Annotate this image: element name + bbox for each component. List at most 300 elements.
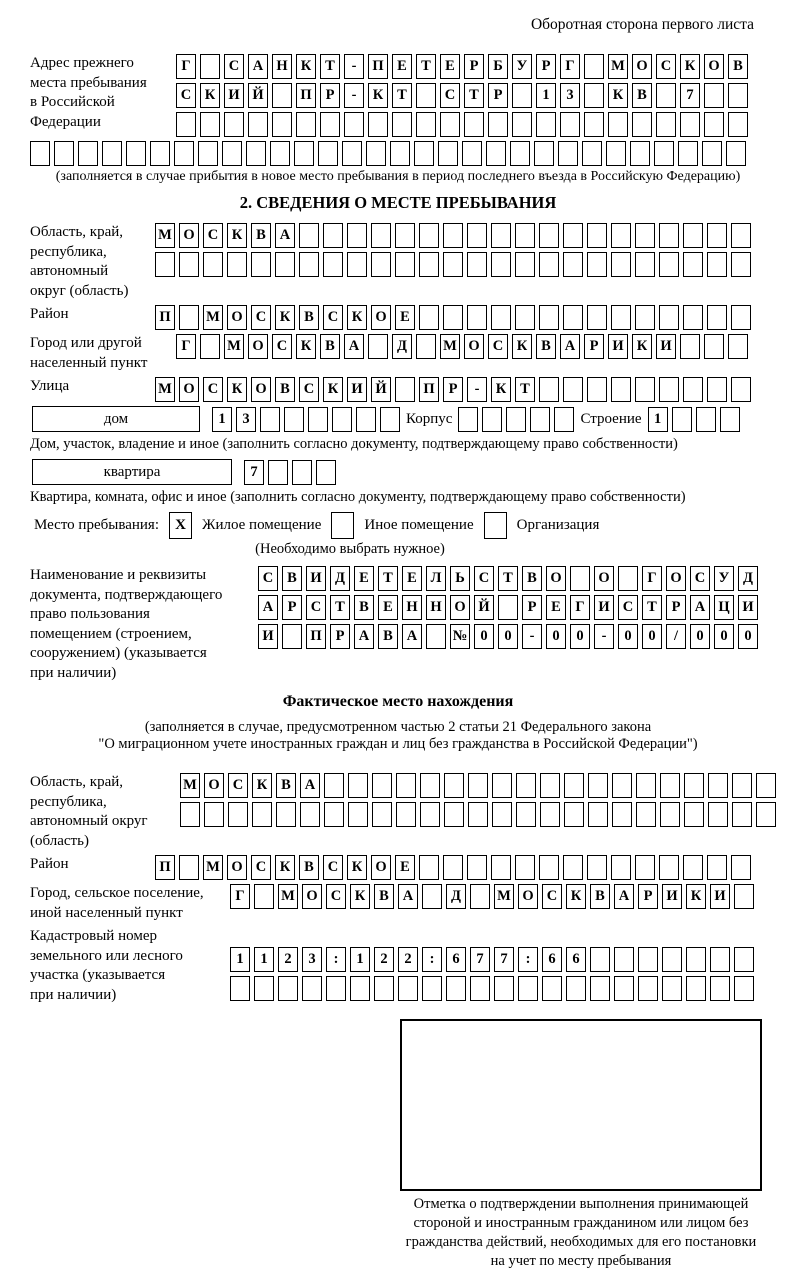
char-cell[interactable]: В (374, 884, 394, 909)
char-cell[interactable] (444, 802, 464, 827)
char-cell[interactable] (588, 802, 608, 827)
char-cell[interactable] (326, 976, 346, 1001)
char-cell[interactable] (512, 112, 532, 137)
char-cell[interactable] (734, 884, 754, 909)
char-cell[interactable]: 6 (446, 947, 466, 972)
char-cell[interactable]: П (155, 305, 175, 330)
char-cell[interactable]: В (632, 83, 652, 108)
char-cell[interactable] (350, 976, 370, 1001)
char-cell[interactable]: У (714, 566, 734, 591)
char-cell[interactable]: М (203, 855, 223, 880)
char-cell[interactable] (659, 252, 679, 277)
char-cell[interactable] (662, 947, 682, 972)
char-cell[interactable] (756, 773, 776, 798)
char-cell[interactable] (458, 407, 478, 432)
char-cell[interactable]: Е (392, 54, 412, 79)
char-cell[interactable] (324, 802, 344, 827)
char-cell[interactable] (467, 223, 487, 248)
char-cell[interactable]: О (248, 334, 268, 359)
char-cell[interactable] (482, 407, 502, 432)
char-cell[interactable]: У (512, 54, 532, 79)
char-cell[interactable] (563, 377, 583, 402)
char-cell[interactable] (611, 855, 631, 880)
char-cell[interactable] (282, 624, 302, 649)
char-cell[interactable]: О (518, 884, 538, 909)
char-cell[interactable]: - (522, 624, 542, 649)
char-cell[interactable] (492, 802, 512, 827)
char-cell[interactable] (470, 884, 490, 909)
char-cell[interactable]: Е (354, 566, 374, 591)
char-cell[interactable]: П (419, 377, 439, 402)
char-cell[interactable] (731, 252, 751, 277)
char-cell[interactable]: А (300, 773, 320, 798)
char-cell[interactable] (318, 141, 338, 166)
char-cell[interactable] (710, 976, 730, 1001)
char-cell[interactable]: 0 (570, 624, 590, 649)
char-cell[interactable]: Т (642, 595, 662, 620)
char-cell[interactable] (659, 223, 679, 248)
char-cell[interactable]: А (275, 223, 295, 248)
char-cell[interactable] (518, 976, 538, 1001)
char-cell[interactable]: С (618, 595, 638, 620)
char-cell[interactable] (539, 305, 559, 330)
char-cell[interactable] (443, 855, 463, 880)
char-cell[interactable]: В (378, 624, 398, 649)
char-cell[interactable]: К (680, 54, 700, 79)
char-cell[interactable]: Д (330, 566, 350, 591)
char-cell[interactable]: Ц (714, 595, 734, 620)
char-cell[interactable]: 2 (374, 947, 394, 972)
char-cell[interactable]: К (200, 83, 220, 108)
char-cell[interactable] (587, 305, 607, 330)
char-cell[interactable] (659, 855, 679, 880)
char-cell[interactable] (611, 305, 631, 330)
char-cell[interactable]: В (251, 223, 271, 248)
char-cell[interactable] (299, 252, 319, 277)
char-cell[interactable] (660, 773, 680, 798)
char-cell[interactable] (734, 976, 754, 1001)
char-cell[interactable] (300, 802, 320, 827)
char-cell[interactable]: О (666, 566, 686, 591)
char-cell[interactable] (467, 252, 487, 277)
char-cell[interactable] (470, 976, 490, 1001)
other-premises-checkbox[interactable] (331, 512, 354, 539)
char-cell[interactable]: Н (402, 595, 422, 620)
char-cell[interactable] (587, 855, 607, 880)
char-cell[interactable] (515, 223, 535, 248)
char-cell[interactable]: В (320, 334, 340, 359)
char-cell[interactable]: К (566, 884, 586, 909)
char-cell[interactable] (638, 976, 658, 1001)
char-cell[interactable]: И (656, 334, 676, 359)
char-cell[interactable]: О (179, 223, 199, 248)
char-cell[interactable] (78, 141, 98, 166)
char-cell[interactable] (200, 112, 220, 137)
char-cell[interactable]: С (224, 54, 244, 79)
char-cell[interactable] (443, 252, 463, 277)
char-cell[interactable] (372, 773, 392, 798)
char-cell[interactable]: С (306, 595, 326, 620)
char-cell[interactable] (540, 802, 560, 827)
char-cell[interactable]: 2 (278, 947, 298, 972)
char-cell[interactable]: 7 (494, 947, 514, 972)
char-cell[interactable]: М (440, 334, 460, 359)
char-cell[interactable] (348, 773, 368, 798)
char-cell[interactable] (491, 305, 511, 330)
char-cell[interactable]: С (272, 334, 292, 359)
char-cell[interactable] (672, 407, 692, 432)
char-cell[interactable] (510, 141, 530, 166)
char-cell[interactable] (395, 223, 415, 248)
char-cell[interactable]: Е (378, 595, 398, 620)
char-cell[interactable]: Т (378, 566, 398, 591)
char-cell[interactable]: В (728, 54, 748, 79)
char-cell[interactable]: С (440, 83, 460, 108)
char-cell[interactable] (324, 773, 344, 798)
char-cell[interactable] (635, 223, 655, 248)
char-cell[interactable] (414, 141, 434, 166)
char-cell[interactable]: Р (464, 54, 484, 79)
char-cell[interactable] (590, 976, 610, 1001)
char-cell[interactable] (491, 223, 511, 248)
char-cell[interactable] (419, 252, 439, 277)
char-cell[interactable] (683, 305, 703, 330)
char-cell[interactable]: И (258, 624, 278, 649)
char-cell[interactable] (347, 223, 367, 248)
char-cell[interactable] (612, 773, 632, 798)
char-cell[interactable]: И (594, 595, 614, 620)
char-cell[interactable] (180, 802, 200, 827)
char-cell[interactable] (584, 83, 604, 108)
char-cell[interactable] (656, 83, 676, 108)
char-cell[interactable]: Т (464, 83, 484, 108)
char-cell[interactable] (530, 407, 550, 432)
char-cell[interactable]: В (276, 773, 296, 798)
char-cell[interactable] (227, 252, 247, 277)
char-cell[interactable] (542, 976, 562, 1001)
char-cell[interactable]: П (155, 855, 175, 880)
char-cell[interactable]: О (546, 566, 566, 591)
char-cell[interactable]: В (299, 855, 319, 880)
char-cell[interactable]: Т (320, 54, 340, 79)
char-cell[interactable] (176, 112, 196, 137)
char-cell[interactable]: В (536, 334, 556, 359)
char-cell[interactable] (224, 112, 244, 137)
char-cell[interactable] (126, 141, 146, 166)
char-cell[interactable]: Т (498, 566, 518, 591)
char-cell[interactable] (654, 141, 674, 166)
char-cell[interactable] (662, 976, 682, 1001)
char-cell[interactable] (588, 773, 608, 798)
char-cell[interactable]: К (512, 334, 532, 359)
char-cell[interactable]: В (275, 377, 295, 402)
char-cell[interactable] (534, 141, 554, 166)
char-cell[interactable] (392, 112, 412, 137)
char-cell[interactable]: А (560, 334, 580, 359)
char-cell[interactable] (630, 141, 650, 166)
char-cell[interactable] (608, 112, 628, 137)
char-cell[interactable]: К (368, 83, 388, 108)
char-cell[interactable]: И (224, 83, 244, 108)
char-cell[interactable] (756, 802, 776, 827)
char-cell[interactable]: Г (642, 566, 662, 591)
char-cell[interactable] (390, 141, 410, 166)
char-cell[interactable] (708, 773, 728, 798)
char-cell[interactable]: Р (488, 83, 508, 108)
char-cell[interactable] (660, 802, 680, 827)
char-cell[interactable] (252, 802, 272, 827)
char-cell[interactable]: М (155, 223, 175, 248)
char-cell[interactable]: О (204, 773, 224, 798)
char-cell[interactable]: 1 (536, 83, 556, 108)
char-cell[interactable] (491, 252, 511, 277)
char-cell[interactable] (30, 141, 50, 166)
char-cell[interactable] (539, 223, 559, 248)
char-cell[interactable]: Р (522, 595, 542, 620)
char-cell[interactable]: К (296, 54, 316, 79)
char-cell[interactable] (468, 773, 488, 798)
char-cell[interactable]: С (326, 884, 346, 909)
char-cell[interactable] (515, 855, 535, 880)
char-cell[interactable] (516, 773, 536, 798)
char-cell[interactable]: К (686, 884, 706, 909)
char-cell[interactable] (396, 802, 416, 827)
char-cell[interactable]: Д (446, 884, 466, 909)
char-cell[interactable] (563, 305, 583, 330)
char-cell[interactable] (323, 252, 343, 277)
char-cell[interactable] (491, 855, 511, 880)
char-cell[interactable]: М (494, 884, 514, 909)
char-cell[interactable] (54, 141, 74, 166)
char-cell[interactable] (539, 855, 559, 880)
char-cell[interactable] (440, 112, 460, 137)
char-cell[interactable] (636, 802, 656, 827)
char-cell[interactable]: О (251, 377, 271, 402)
char-cell[interactable] (590, 947, 610, 972)
char-cell[interactable] (659, 305, 679, 330)
char-cell[interactable] (539, 252, 559, 277)
char-cell[interactable] (558, 141, 578, 166)
char-cell[interactable] (734, 947, 754, 972)
char-cell[interactable]: Р (638, 884, 658, 909)
char-cell[interactable] (248, 112, 268, 137)
char-cell[interactable] (563, 223, 583, 248)
char-cell[interactable]: Й (474, 595, 494, 620)
char-cell[interactable]: С (474, 566, 494, 591)
char-cell[interactable] (296, 112, 316, 137)
char-cell[interactable] (204, 802, 224, 827)
char-cell[interactable]: 1 (648, 407, 668, 432)
char-cell[interactable]: К (632, 334, 652, 359)
char-cell[interactable] (731, 377, 751, 402)
char-cell[interactable]: 0 (498, 624, 518, 649)
char-cell[interactable] (150, 141, 170, 166)
char-cell[interactable]: Е (395, 305, 415, 330)
char-cell[interactable]: П (296, 83, 316, 108)
char-cell[interactable] (467, 305, 487, 330)
char-cell[interactable]: О (302, 884, 322, 909)
char-cell[interactable] (198, 141, 218, 166)
char-cell[interactable] (614, 976, 634, 1001)
char-cell[interactable]: № (450, 624, 470, 649)
char-cell[interactable] (230, 976, 250, 1001)
char-cell[interactable]: Н (272, 54, 292, 79)
char-cell[interactable] (254, 976, 274, 1001)
char-cell[interactable] (498, 595, 518, 620)
char-cell[interactable] (612, 802, 632, 827)
char-cell[interactable]: К (296, 334, 316, 359)
char-cell[interactable]: С (258, 566, 278, 591)
char-cell[interactable]: Ь (450, 566, 470, 591)
char-cell[interactable] (570, 566, 590, 591)
char-cell[interactable] (371, 223, 391, 248)
char-cell[interactable] (284, 407, 304, 432)
char-cell[interactable] (696, 407, 716, 432)
char-cell[interactable] (446, 976, 466, 1001)
char-cell[interactable] (372, 802, 392, 827)
char-cell[interactable] (270, 141, 290, 166)
char-cell[interactable]: Р (666, 595, 686, 620)
char-cell[interactable] (726, 141, 746, 166)
char-cell[interactable] (347, 252, 367, 277)
char-cell[interactable] (302, 976, 322, 1001)
char-cell[interactable]: О (594, 566, 614, 591)
char-cell[interactable]: С (488, 334, 508, 359)
char-cell[interactable]: / (666, 624, 686, 649)
char-cell[interactable]: 6 (566, 947, 586, 972)
char-cell[interactable]: В (299, 305, 319, 330)
char-cell[interactable]: 0 (714, 624, 734, 649)
char-cell[interactable]: К (275, 855, 295, 880)
char-cell[interactable] (292, 460, 312, 485)
char-cell[interactable] (563, 855, 583, 880)
char-cell[interactable] (420, 773, 440, 798)
char-cell[interactable]: 0 (690, 624, 710, 649)
char-cell[interactable] (462, 141, 482, 166)
char-cell[interactable]: Р (282, 595, 302, 620)
char-cell[interactable]: О (371, 305, 391, 330)
char-cell[interactable]: Р (443, 377, 463, 402)
char-cell[interactable]: Р (330, 624, 350, 649)
char-cell[interactable]: К (323, 377, 343, 402)
char-cell[interactable] (704, 334, 724, 359)
char-cell[interactable]: К (347, 305, 367, 330)
char-cell[interactable]: С (228, 773, 248, 798)
char-cell[interactable] (420, 802, 440, 827)
char-cell[interactable] (368, 334, 388, 359)
char-cell[interactable]: М (203, 305, 223, 330)
char-cell[interactable]: Т (515, 377, 535, 402)
char-cell[interactable] (678, 141, 698, 166)
char-cell[interactable] (564, 773, 584, 798)
char-cell[interactable] (683, 377, 703, 402)
char-cell[interactable]: О (704, 54, 724, 79)
char-cell[interactable] (684, 773, 704, 798)
char-cell[interactable] (332, 407, 352, 432)
char-cell[interactable] (174, 141, 194, 166)
char-cell[interactable] (254, 884, 274, 909)
char-cell[interactable]: - (344, 83, 364, 108)
char-cell[interactable]: О (227, 855, 247, 880)
char-cell[interactable]: К (227, 377, 247, 402)
char-cell[interactable]: О (371, 855, 391, 880)
char-cell[interactable] (683, 223, 703, 248)
char-cell[interactable]: К (275, 305, 295, 330)
char-cell[interactable] (728, 112, 748, 137)
char-cell[interactable]: С (203, 377, 223, 402)
char-cell[interactable] (708, 802, 728, 827)
char-cell[interactable] (320, 112, 340, 137)
char-cell[interactable]: Е (395, 855, 415, 880)
char-cell[interactable]: Г (230, 884, 250, 909)
char-cell[interactable]: И (347, 377, 367, 402)
char-cell[interactable]: В (282, 566, 302, 591)
char-cell[interactable] (356, 407, 376, 432)
char-cell[interactable]: Р (584, 334, 604, 359)
char-cell[interactable] (416, 334, 436, 359)
char-cell[interactable]: И (608, 334, 628, 359)
char-cell[interactable] (587, 223, 607, 248)
char-cell[interactable] (422, 884, 442, 909)
char-cell[interactable] (380, 407, 400, 432)
char-cell[interactable] (731, 855, 751, 880)
char-cell[interactable] (179, 855, 199, 880)
char-cell[interactable]: 0 (642, 624, 662, 649)
char-cell[interactable] (492, 773, 512, 798)
char-cell[interactable]: 1 (350, 947, 370, 972)
char-cell[interactable] (618, 566, 638, 591)
char-cell[interactable] (515, 305, 535, 330)
char-cell[interactable]: 2 (398, 947, 418, 972)
char-cell[interactable] (275, 252, 295, 277)
char-cell[interactable] (638, 947, 658, 972)
char-cell[interactable] (444, 773, 464, 798)
char-cell[interactable]: - (594, 624, 614, 649)
char-cell[interactable] (272, 112, 292, 137)
char-cell[interactable] (632, 112, 652, 137)
char-cell[interactable] (728, 334, 748, 359)
char-cell[interactable] (438, 141, 458, 166)
char-cell[interactable]: В (522, 566, 542, 591)
char-cell[interactable] (272, 83, 292, 108)
char-cell[interactable]: К (227, 223, 247, 248)
char-cell[interactable] (299, 223, 319, 248)
char-cell[interactable] (102, 141, 122, 166)
char-cell[interactable] (684, 802, 704, 827)
char-cell[interactable] (564, 802, 584, 827)
char-cell[interactable]: Л (426, 566, 446, 591)
char-cell[interactable] (419, 223, 439, 248)
char-cell[interactable] (294, 141, 314, 166)
char-cell[interactable]: К (350, 884, 370, 909)
char-cell[interactable]: М (278, 884, 298, 909)
char-cell[interactable] (516, 802, 536, 827)
char-cell[interactable] (486, 141, 506, 166)
char-cell[interactable]: Й (248, 83, 268, 108)
char-cell[interactable] (720, 407, 740, 432)
char-cell[interactable] (251, 252, 271, 277)
char-cell[interactable] (395, 252, 415, 277)
char-cell[interactable] (702, 141, 722, 166)
char-cell[interactable]: С (251, 855, 271, 880)
char-cell[interactable] (704, 112, 724, 137)
char-cell[interactable]: О (464, 334, 484, 359)
char-cell[interactable] (467, 855, 487, 880)
char-cell[interactable]: : (326, 947, 346, 972)
char-cell[interactable] (680, 334, 700, 359)
char-cell[interactable]: М (155, 377, 175, 402)
char-cell[interactable]: И (306, 566, 326, 591)
